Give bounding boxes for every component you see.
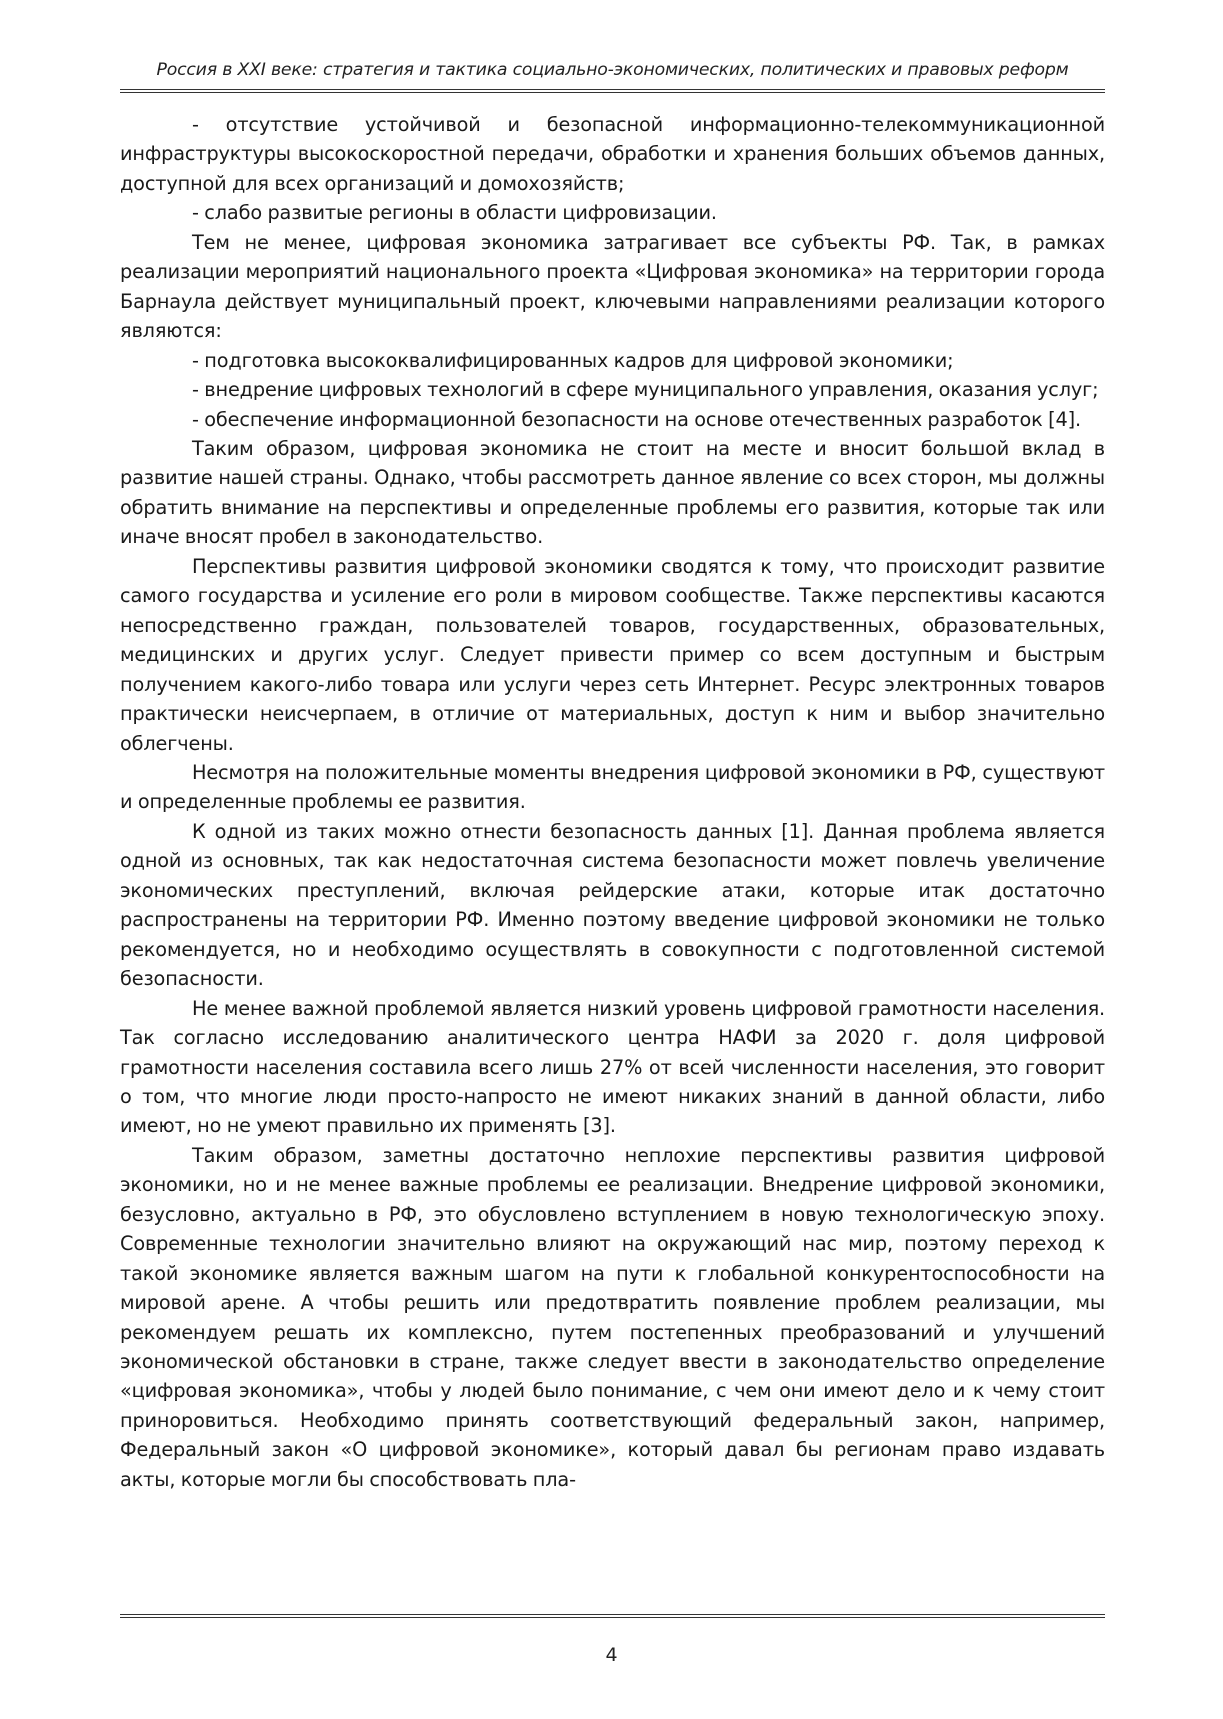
paragraph-10: К одной из таких можно отнести безопасность данных [1]. Данная проблема является одной из основных, так как недостаточная система безопасности может повлечь увеличение экономических преступлений, включая рейдерские атаки, которые итак достаточно распространены на территории РФ. Именно поэтому введение цифровой экономики не только рекомендуется, но и необходимо осуществлять в совокупности с подготовленной системой безопасности. (120, 819, 1105, 991)
footer-rule-top (120, 1614, 1105, 1615)
paragraph-4: - подготовка высококвалифицированных кадров для цифровой экономики; (192, 348, 954, 372)
running-header: Россия в XXI веке: стратегия и тактика социально-экономических, политических и правовых реформ (156, 60, 1069, 80)
body-text (120, 110, 1105, 1494)
paragraph-1: - отсутствие устойчивой и безопасной информационно-телекоммуникационной инфраструктуры высокоскоростной передачи, обработки и хранения больших объемов данных, доступной для всех организаций и домохозяйств; (120, 113, 1105, 195)
footer-rule-bottom (120, 1617, 1105, 1618)
header-rule-top (120, 89, 1105, 90)
paragraph-5: - внедрение цифровых технологий в сфере муниципального управления, оказания услуг; (192, 378, 1099, 402)
paragraph-11: Не менее важной проблемой является низкий уровень цифровой грамотности населения. Так согласно исследованию аналитического центра НАФИ за 2020 г. доля цифровой грамотности населения составила всего лишь 27% от всей численности населения, это говорит о том, что многие люди просто-напросто не имеют никаких знаний в данной области, либо имеют, но не умеют правильно их применять [3]. (120, 996, 1105, 1138)
paragraph-2: - слабо развитые регионы в области цифровизации. (192, 201, 717, 225)
paragraph-7: Таким образом, цифровая экономика не стоит на месте и вносит большой вклад в развитие нашей страны. Однако, чтобы рассмотреть данное явление со всех сторон, мы должны обратить внимание на перспективы и определенные проблемы его развития, которые так или иначе вносят пробел в законодательство. (120, 436, 1105, 549)
page-number: 4 (605, 1644, 618, 1666)
header-rule-bottom (120, 92, 1105, 93)
paragraph-12: Таким образом, заметны достаточно неплохие перспективы развития цифровой экономики, но и не менее важные проблемы ее реализации. Внедрение цифровой экономики, безусловно, актуально в РФ, это обусловлено вступлением в новую технологическую эпоху. Современные технологии значительно влияют на окружающий нас мир, поэтому переход к такой экономике является важным шагом на пути к глобальной конкурентоспособности на мировой арене. А чтобы решить или предотвратить появление проблем реализации, мы рекомендуем решать их комплексно, путем постепенных преобразований и улучшений экономической обстановки в стране, также следует ввести в законодательство определение «цифровая экономика», чтобы у людей было понимание, с чем они имеют дело и к чему стоит приноровиться. Необходимо принять соответствующий федеральный закон, например, Федеральный закон «О цифровой экономике», который давал бы регионам право издавать акты, которые могли бы способствовать пла- (120, 1143, 1105, 1491)
paragraph-6: - обеспечение информационной безопасности на основе отечественных разработок [4]. (192, 407, 1081, 431)
paragraph-9: Несмотря на положительные моменты внедрения цифровой экономики в РФ, существуют и определенные проблемы ее развития. (120, 760, 1105, 814)
paragraph-3: Тем не менее, цифровая экономика затрагивает все субъекты РФ. Так, в рамках реализации мероприятий национального проекта «Цифровая экономика» на территории города Барнаула действует муниципальный проект, ключевыми направлениями реализации которого являются: (120, 230, 1105, 343)
paragraph-8: Перспективы развития цифровой экономики сводятся к тому, что происходит развитие самого государства и усиление его роли в мировом сообществе. Также перспективы касаются непосредственно граждан, пользователей товаров, государственных, образовательных, медицинских и других услуг. Следует привести пример со всем доступным и быстрым получением какого-либо товара или услуги через сеть Интернет. Ресурс электронных товаров практически неисчерпаем, в отличие от материальных, доступ к ним и выбор значительно облегчены. (120, 554, 1105, 755)
